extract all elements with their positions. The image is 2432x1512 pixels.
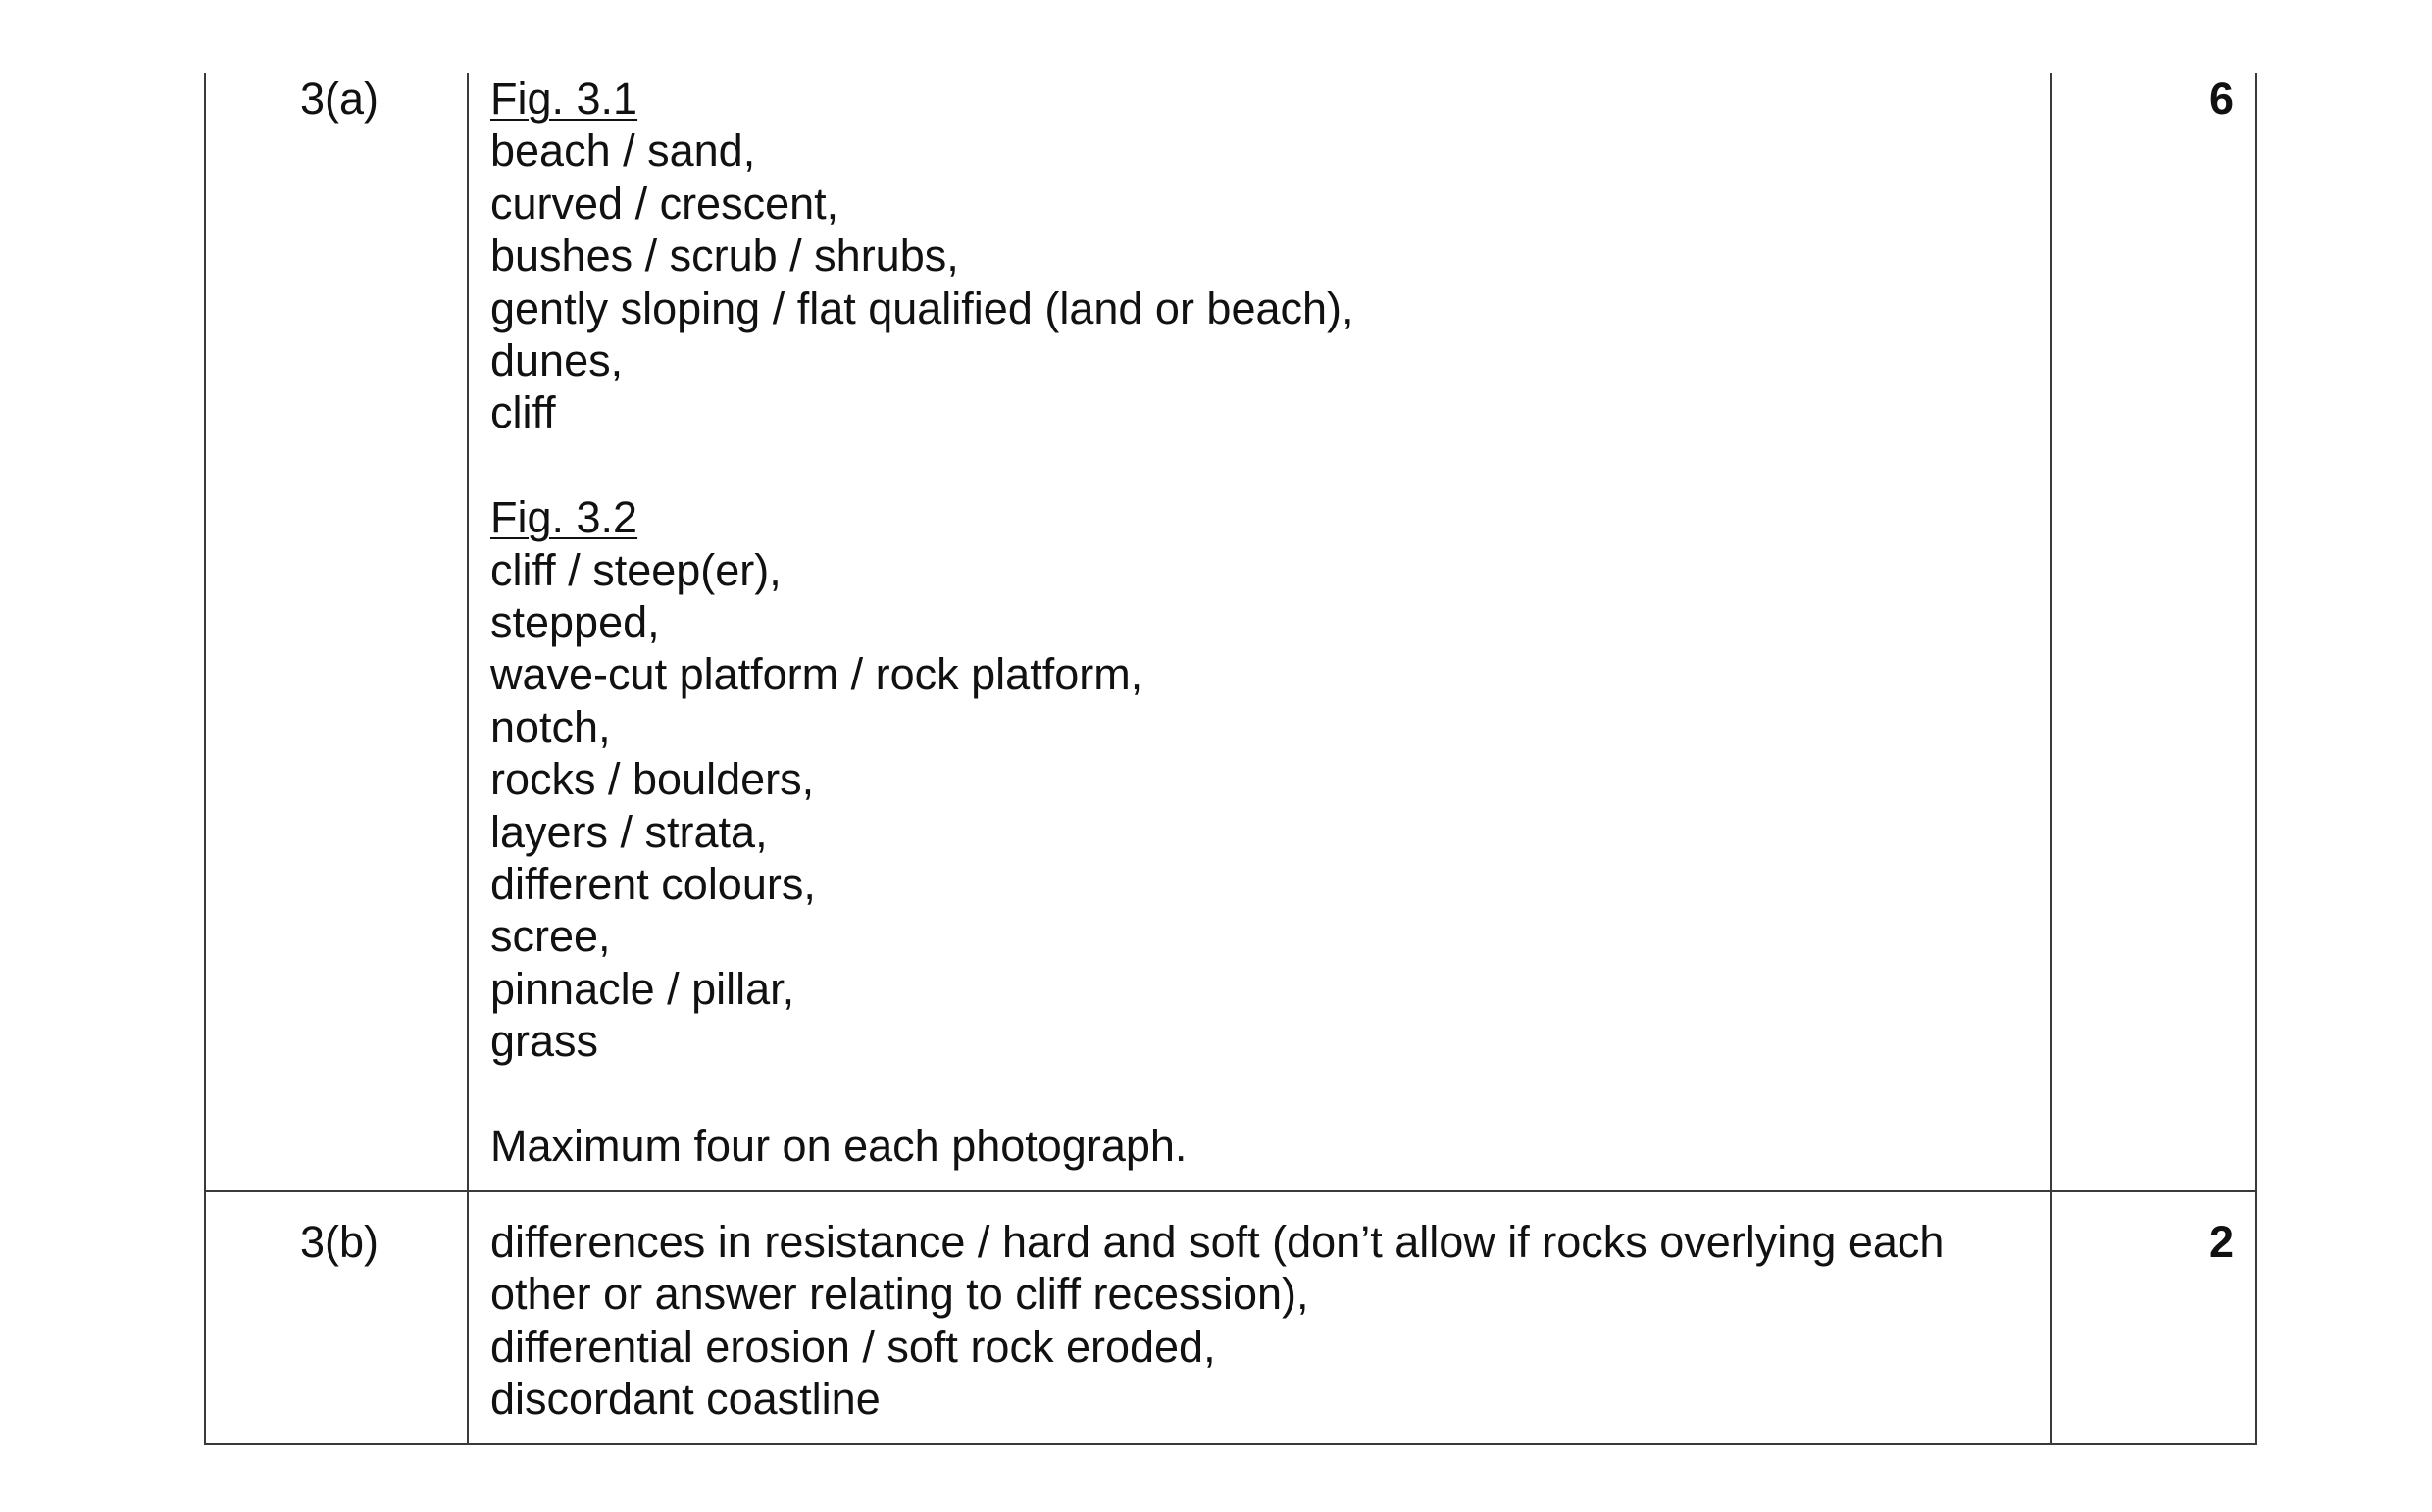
spacer <box>490 1068 2030 1120</box>
question-number: 3(b) <box>205 1191 468 1444</box>
answer-line: discordant coastline <box>490 1374 881 1425</box>
answer-line: wave-cut platform / rock platform, <box>490 649 1143 700</box>
answer-line: dunes, <box>490 335 624 386</box>
answer-line: curved / crescent, <box>490 177 839 228</box>
answer-line: differences in resistance / hard and soft (don’t allow if rocks overlying each <box>490 1217 1945 1267</box>
answer-line: scree, <box>490 911 611 962</box>
answer-line: different colours, <box>490 859 816 910</box>
mark-scheme-table <box>204 73 2257 1445</box>
section-heading: Fig. 3.1 <box>490 74 638 124</box>
answer-line: rocks / boulders, <box>490 754 815 805</box>
answer-line: differential erosion / soft rock eroded, <box>490 1321 1216 1372</box>
table-row <box>205 1191 2256 1444</box>
answer-line: stepped, <box>490 597 660 648</box>
marks-value: 6 <box>2051 73 2256 1191</box>
answer-line: other or answer relating to cliff recession), <box>490 1269 1309 1320</box>
answer-line: layers / strata, <box>490 806 768 857</box>
answer-cell <box>468 73 2051 1191</box>
answer-line: beach / sand, <box>490 126 756 176</box>
answer-line: grass <box>490 1016 599 1067</box>
section-heading: Fig. 3.2 <box>490 492 638 543</box>
answer-line: gently sloping / flat qualified (land or beach), <box>490 282 1354 333</box>
question-number: 3(a) <box>205 73 468 1191</box>
answer-line: notch, <box>490 701 611 752</box>
answer-line: cliff / steep(er), <box>490 544 782 595</box>
table-row <box>205 73 2256 1191</box>
answer-line: bushes / scrub / shrubs, <box>490 230 959 281</box>
marking-note: Maximum four on each photograph. <box>490 1121 1188 1172</box>
answer-line: pinnacle / pillar, <box>490 963 795 1014</box>
answer-line: cliff <box>490 387 556 438</box>
answer-cell <box>468 1191 2051 1444</box>
marks-value: 2 <box>2051 1191 2256 1444</box>
spacer <box>490 439 2030 491</box>
